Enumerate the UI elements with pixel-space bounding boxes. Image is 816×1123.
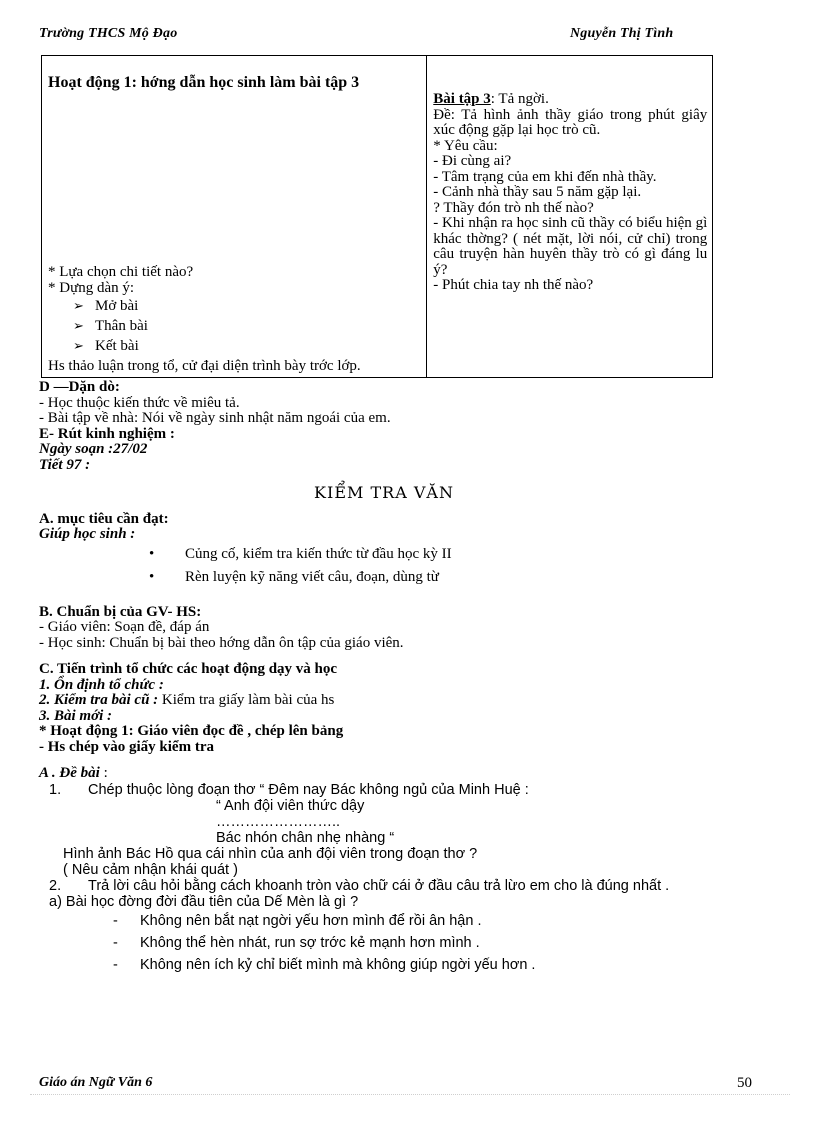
answer-option: - Không thể hèn nhát, run sợ trớc kẻ mạnh hơn mình .	[113, 934, 480, 951]
exercise-heading	[433, 92, 707, 108]
bullet-dot-icon: •	[149, 545, 155, 562]
dash-bullet-icon: -	[113, 934, 118, 951]
requirement-item: - Đi cùng ai?	[433, 153, 512, 169]
outline-item: ➢ Kết bài	[73, 338, 139, 354]
step-3: 3. Bài mới :	[39, 707, 113, 724]
section-a-sub: Giúp học sinh :	[39, 526, 136, 542]
requirement-item: - Khi nhận ra học sinh cũ thầy có biểu hiện gì khác thờng? ( nét mặt, lời nói, cử chỉ) trong câu truyện hàn huyên thầy trò có gì đáng lu ý?	[433, 215, 708, 278]
exercise-label: Bài tập 3	[433, 91, 491, 107]
section-a-heading: A. mục tiêu cần đạt:	[39, 510, 169, 527]
activity-1: * Hoạt động 1: Giáo viên đọc đề , chép lên bảng	[39, 723, 344, 739]
poem-line: Bác nhón chân nhẹ nhàng “	[216, 829, 395, 846]
exam-question-1: 1. Chép thuộc lòng đoạn thơ “ Đêm nay Bác không ngủ của Minh Huệ :	[49, 781, 529, 798]
main-content	[39, 380, 729, 979]
exam-heading: A . Đề bài :	[39, 765, 108, 781]
section-d-heading: D —Dặn dò:	[39, 379, 120, 395]
lesson-date: Ngày soạn :27/02	[39, 441, 148, 457]
question-detail: * Lựa chọn chi tiết nào?	[48, 264, 194, 280]
activity-table	[41, 55, 713, 378]
requirements-label: * Yêu cầu:	[433, 137, 498, 154]
poem-line: ……………………..	[216, 813, 341, 830]
activity-left-body	[48, 264, 418, 374]
activity-right-cell	[427, 56, 713, 378]
lesson-period: Tiết 97 :	[39, 456, 91, 473]
question-a: a) Bài học đờng đời đầu tiên của Dế Mèn là gì ?	[49, 893, 359, 910]
section-b-line: - Học sinh: Chuẩn bị bài theo hớng dẫn ôn tập của giáo viên.	[39, 634, 404, 651]
section-d-line: - Học thuộc kiến thức về miêu tả.	[39, 394, 240, 411]
requirement-item: ? Thầy đón trò nh thế nào?	[433, 199, 594, 216]
dash-bullet-icon: -	[113, 912, 118, 929]
page-bottom-divider	[30, 1094, 790, 1095]
answer-option: - Không nên ích kỷ chỉ biết mình mà không giúp ngời yếu hơn .	[113, 956, 536, 973]
requirement-item: - Tâm trạng của em khi đến nhà thầy.	[433, 168, 657, 185]
answer-option: - Không nên bắt nạt ngời yếu hơn mình để rồi ân hận .	[113, 912, 482, 929]
page-number: 50	[737, 1075, 752, 1091]
question-1-follow: Hình ảnh Bác Hồ qua cái nhìn của anh đội viên trong đoạn thơ ?	[63, 845, 478, 862]
requirement-item: - Cảnh nhà thầy sau 5 năm gặp lại.	[433, 184, 642, 200]
exam-body	[39, 782, 729, 973]
header-school: Trường THCS Mộ Đạo	[39, 26, 178, 41]
question-1-follow: ( Nêu cảm nhận khái quát )	[63, 861, 238, 878]
question-outline: * Dựng dàn ý:	[48, 280, 135, 296]
section-b-line: - Giáo viên: Soạn đề, đáp án	[39, 619, 210, 635]
section-b-heading: B. Chuẩn bị của GV- HS:	[39, 603, 202, 620]
lesson-title: KIỂM TRA VĂN	[314, 483, 454, 502]
discussion-text: Hs thảo luận trong tổ, cử đại diện trình bày trớc lớp.	[48, 358, 361, 374]
footer-title: Giáo án Ngữ Văn 6	[39, 1075, 153, 1090]
outline-item: ➢ Mở bài	[73, 298, 139, 314]
poem-line: “ Anh đội viên thức dậy	[216, 797, 365, 814]
bullet-dot-icon: •	[149, 569, 155, 585]
exercise-block	[433, 92, 707, 294]
section-c-heading: C. Tiến trình tổ chức các hoạt động dạy và học	[39, 661, 338, 677]
activity-left-cell	[42, 56, 427, 378]
activity-1-sub: - Hs chép vào giấy kiểm tra	[39, 738, 214, 755]
arrow-bullet-icon: ➢	[73, 319, 84, 334]
section-e-heading: E- Rút kinh nghiệm :	[39, 425, 175, 442]
objective-item: • Rèn luyện kỹ năng viết câu, đoạn, dùng từ	[149, 569, 439, 585]
header-teacher: Nguyễn Thị Tình	[570, 26, 674, 41]
exercise-prompt: Đề: Tả hình ảnh thầy giáo trong phút giây xúc động gặp lại học trò cũ.	[433, 106, 708, 138]
arrow-bullet-icon: ➢	[73, 339, 84, 354]
exam-question-2: 2. Trả lời câu hỏi bằng cách khoanh tròn vào chữ cái ở đầu câu trả lừo em cho là đúng nhất .	[49, 877, 670, 894]
dash-bullet-icon: -	[113, 956, 118, 973]
outline-item: ➢ Thân bài	[73, 318, 148, 334]
activity-title: Hoạt động 1: hớng dẫn học sinh làm bài tập 3	[48, 74, 360, 91]
requirement-item: - Phút chia tay nh thế nào?	[433, 277, 594, 293]
section-d-line: - Bài tập về nhà: Nói về ngày sinh nhật năm ngoái của em.	[39, 410, 391, 426]
exercise-title: : Tả ngời.	[490, 91, 549, 107]
step-2: 2. Kiểm tra bài cũ : Kiểm tra giấy làm bài của hs	[39, 692, 335, 708]
objective-item: • Củng cố, kiểm tra kiến thức từ đầu học kỳ II	[149, 545, 452, 562]
arrow-bullet-icon: ➢	[73, 299, 84, 314]
step-1: 1. Ổn định tổ chức :	[39, 676, 164, 693]
